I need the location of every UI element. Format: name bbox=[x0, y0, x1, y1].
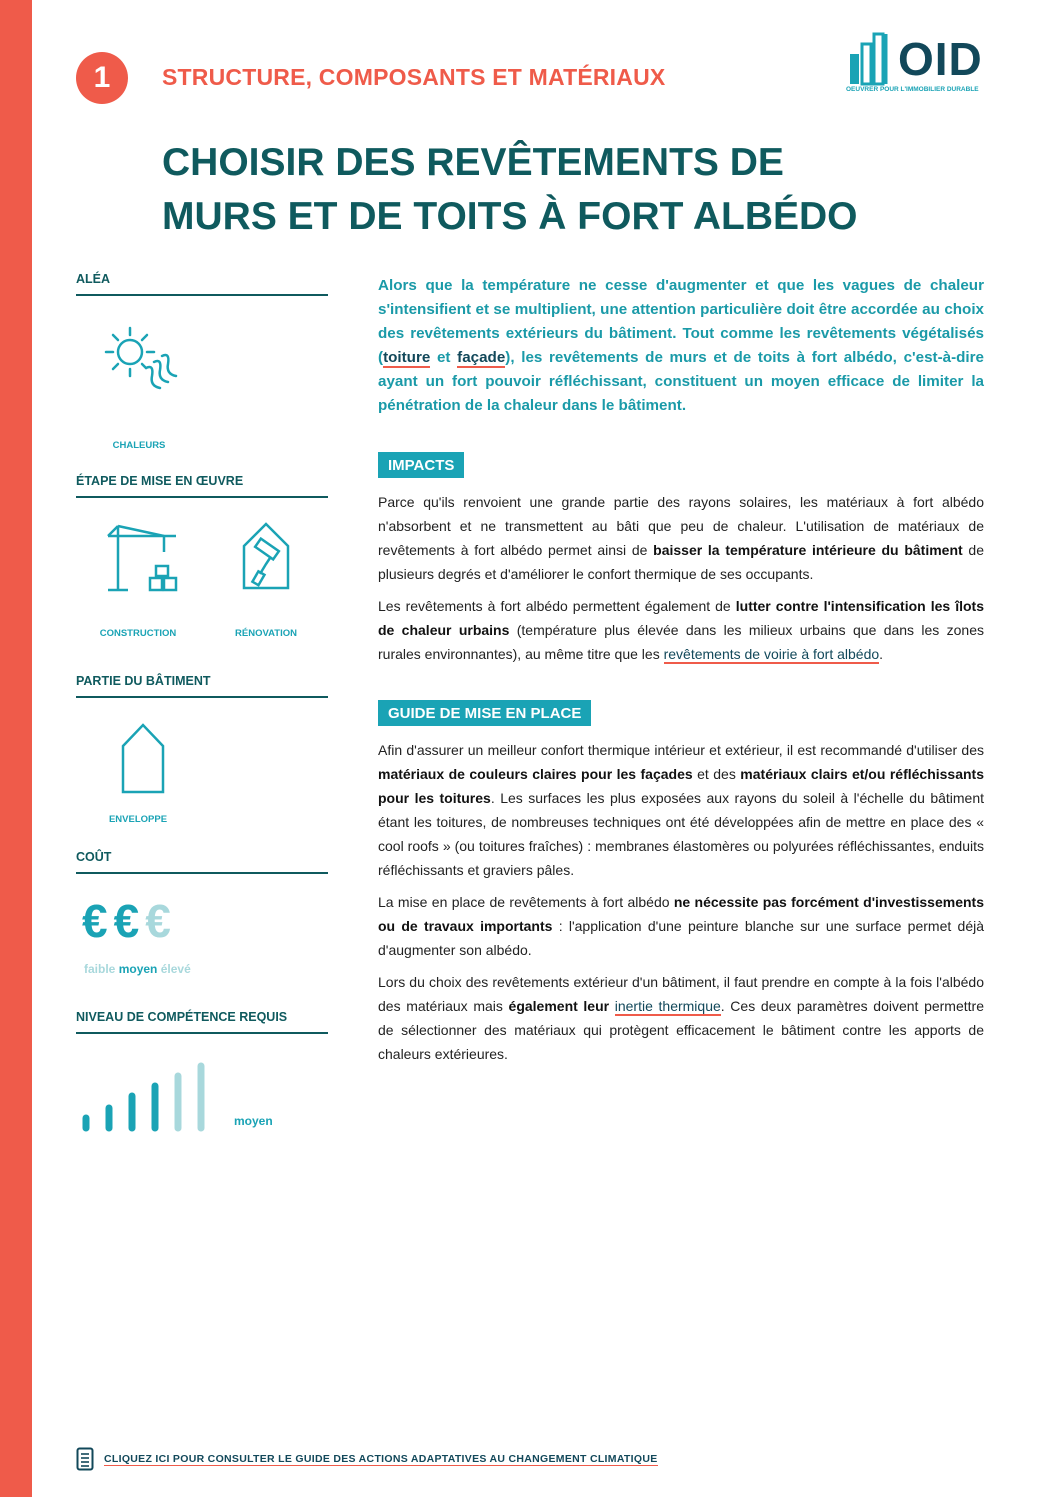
euro-icon: € bbox=[82, 895, 114, 947]
facade-link[interactable]: façade bbox=[457, 349, 506, 366]
toiture-link[interactable]: toiture bbox=[383, 349, 431, 366]
title-line-1: CHOISIR DES REVÊTEMENTS DE bbox=[162, 141, 784, 184]
section-number-badge: 1 bbox=[76, 52, 128, 104]
footer-link-text[interactable]: CLIQUEZ ICI POUR CONSULTER LE GUIDE DES ACTIONS ADAPTATIVES AU CHANGEMENT CLIMATIQUE bbox=[104, 1452, 658, 1465]
alea-item bbox=[76, 296, 196, 451]
renovation-caption: RÉNOVATION bbox=[235, 628, 297, 639]
competence-heading: NIVEAU DE COMPÉTENCE REQUIS bbox=[76, 1010, 328, 1034]
guide-paragraph-1: Afin d'assurer un meilleur confort thermique intérieur et extérieur, il est recommandé d'utiliser des matériaux de couleurs claires pour les façades et des matériaux clairs et/ou réfléchissants pour les toitures. Les surfaces les plus exposées aux rayons du soleil à l'échelle du bâtiment étant les toitures, de nombreuses techniques ont été développées afin de mettre en place des « cool roofs » (ou toitures fraîches) : membranes élastomères ou polyurées réfléchissantes, enduits réfléchissants et graviers pâles. bbox=[378, 742, 985, 878]
cout-scale bbox=[82, 894, 177, 948]
competence-item bbox=[76, 1034, 328, 1134]
euro-icon: € bbox=[113, 895, 146, 947]
title-line-2: MURS ET DE TOITS À FORT ALBÉDO bbox=[162, 195, 858, 238]
partie-item bbox=[76, 698, 328, 834]
page-title bbox=[162, 136, 1022, 244]
main-content bbox=[378, 274, 984, 1074]
logo-tagline: OEUVRER POUR L'IMMOBILIER DURABLE bbox=[846, 86, 979, 93]
side-stripe bbox=[0, 0, 32, 1497]
cout-faible: faible bbox=[84, 962, 116, 976]
revetements-voirie-link[interactable]: revêtements de voirie à fort albédo bbox=[663, 646, 880, 662]
guide-heading: GUIDE DE MISE EN PLACE bbox=[378, 700, 591, 726]
impacts-paragraph-1: Parce qu'ils renvoient une grande partie des rayons solaires, les matériaux à fort albédo n'absorbent et ne transmettent au bâti que peu de chaleur. L'utilisation de matériaux de revêtements à fort albédo permet ainsi de baisser la température intérieure du bâtiment de plusieurs degrés et d'améliorer le confort thermique de ses occupants. bbox=[378, 494, 984, 582]
document-icon bbox=[76, 1447, 94, 1471]
euro-icon: € bbox=[145, 895, 177, 947]
section-label: STRUCTURE, COMPOSANTS ET MATÉRIAUX bbox=[162, 64, 666, 90]
cout-moyen: moyen bbox=[118, 962, 158, 976]
cout-heading: COÛT bbox=[76, 850, 328, 874]
inertie-thermique-link[interactable]: inertie thermique bbox=[614, 998, 721, 1014]
competence-label: moyen bbox=[234, 1114, 273, 1128]
enveloppe-caption: ENVELOPPE bbox=[108, 814, 168, 825]
competence-bars-icon bbox=[82, 1062, 212, 1132]
heat-sun-icon bbox=[100, 316, 180, 400]
impacts-paragraph-2: Les revêtements à fort albédo permettent également de lutter contre l'intensification les îlots de chaleur urbains (température plus élevée dans les milieux urbains que dans les zones rurales environnantes), au même titre que les revêtements de voirie à fort albédo. bbox=[378, 598, 985, 662]
paint-roller-house-icon bbox=[240, 520, 292, 592]
logo-text: OID bbox=[898, 33, 983, 85]
cout-eleve: élevé bbox=[160, 962, 191, 976]
etape-items bbox=[76, 498, 328, 639]
etape-heading: ÉTAPE DE MISE EN ŒUVRE bbox=[76, 474, 328, 498]
sidebar bbox=[76, 272, 328, 1134]
cout-labels bbox=[84, 962, 191, 976]
alea-caption: CHALEURS bbox=[112, 440, 166, 451]
alea-heading: ALÉA bbox=[76, 272, 328, 296]
cout-item bbox=[76, 874, 328, 992]
guide-paragraph-2: La mise en place de revêtements à fort albédo ne nécessite pas forcément d'investissements ou de travaux importants : l'application d'une peinture blanche sur une surface permet déjà d'augmenter son albédo. bbox=[378, 894, 984, 958]
footer-link[interactable] bbox=[76, 1444, 658, 1474]
house-outline-icon bbox=[120, 722, 166, 796]
guide-paragraph-3: Lors du choix des revêtements extérieur d'un bâtiment, il faut prendre en compte à la fois l'albédo des matériaux mais également leur inertie thermique. Ces deux paramètres doivent permettre de sélectionner des matériaux qui protègent efficacement le bâtiment contre les apports de chaleurs extérieures. bbox=[378, 974, 984, 1062]
partie-heading: PARTIE DU BÂTIMENT bbox=[76, 674, 328, 698]
intro-paragraph: Alors que la température ne cesse d'augmenter et que les vagues de chaleur s'intensifient et se multiplient, une attention particulière doit être accordée au choix des revêtements extérieurs du bâtiment. Tout comme les revêtements végétalisés (toiture et façade), les revêtements de murs et de toits à fort albédo, c'est-à-dire ayant un fort pouvoir réfléchissant, constituent un moyen efficace de limiter la pénétration de la chaleur dans le bâtiment. bbox=[378, 277, 984, 414]
crane-icon bbox=[104, 522, 184, 594]
construction-caption: CONSTRUCTION bbox=[99, 628, 177, 639]
impacts-heading: IMPACTS bbox=[378, 452, 464, 478]
